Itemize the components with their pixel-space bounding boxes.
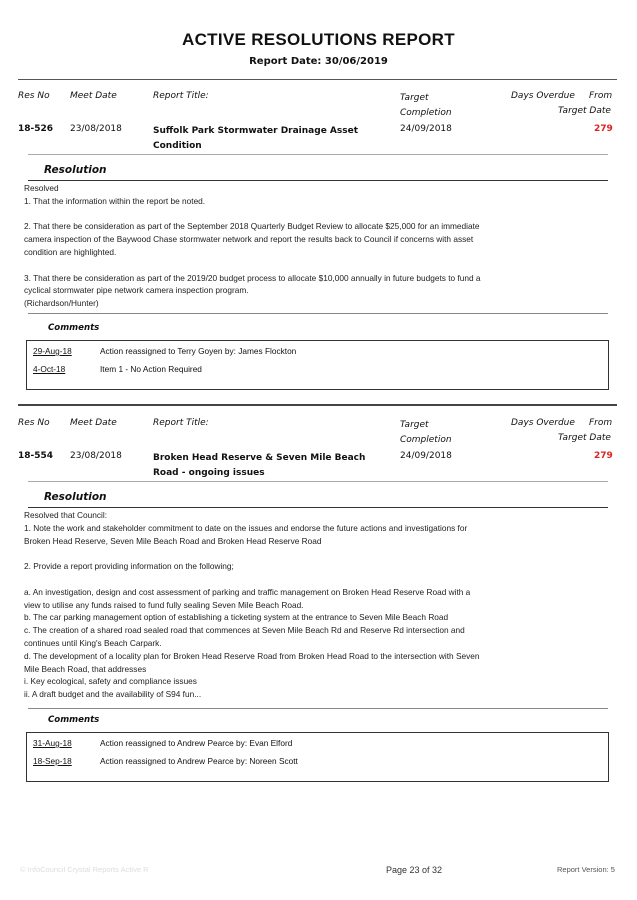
report-title-line: Suffolk Park Stormwater Drainage Asset [153,126,359,136]
target-completion: 24/09/2018 [400,451,452,461]
col-header-report-title: Report Title: [153,91,209,101]
record-divider [18,404,617,406]
col-header-res-no: Res No [18,91,50,101]
res-no: 18-526 [18,124,54,134]
comment-date: 31-Aug-18 [33,738,72,748]
resolution-line: c. The creation of a shared road sealed road that commences at Seven Mile Beach Rd and Reserve Rd intersection and [24,625,465,636]
resolution-line: i. Key ecological, safety and compliance issues [24,676,197,687]
resolution-line: Resolved that Council: [24,510,108,520]
comments-box [26,340,609,390]
resolution-line: a. An investigation, design and cost assessment of parking and traffic management on Broken Head Reserve Road with a [24,586,471,597]
resolution-line: cyclical stormwater pipe network camera inspection program. [24,285,249,296]
col-header-target-date: Target Date [558,433,611,443]
col-header-days-overdue: Days Overdue [511,418,575,428]
report-title-line: Broken Head Reserve & Seven Mile Beach [153,453,366,463]
resolution-line: b. The car parking management option of establishing a ticketing system at the entrance to Seven Mile Beach Road [24,612,449,623]
comment-date: 18-Sep-18 [33,756,72,766]
report-title-line: Condition [153,141,202,151]
target-completion: 24/09/2018 [400,124,452,134]
resolution-line: camera inspection of the Baywood Chase stormwater network and report the results back to Council if concerns with asset [24,234,474,245]
comments-heading: Comments [48,715,100,725]
resolution-line: d. The development of a locality plan for Broken Head Reserve Road from Broken Head Road to the intersection with Seven [24,650,480,661]
section-divider [28,507,608,508]
days-overdue: 279 [594,451,613,461]
report-date: Report Date: 30/06/2019 [249,56,388,67]
comment-text: Action reassigned to Terry Goyen by: James Flockton [100,346,297,356]
col-header-completion: Completion [400,108,452,118]
days-overdue: 279 [594,124,613,134]
resolution-line: continues until King's Beach Carpark. [24,637,162,648]
report-version: Report Version: 5 [557,865,615,874]
resolution-line: Resolved [24,183,59,193]
footer-watermark: © InfoCouncil Crystal Reports Active R [20,865,149,874]
col-header-target-completion [400,91,452,121]
report-title-line: Road - ongoing issues [153,468,265,478]
resolution-line: 1. That the information within the report be noted. [24,195,206,206]
meet-date: 23/08/2018 [70,451,122,461]
comment-text: Action reassigned to Andrew Pearce by: Evan Elford [100,738,293,748]
comments-box [26,732,609,782]
col-header-target: Target [400,420,429,430]
col-header-days-overdue: Days Overdue [511,91,575,101]
comment-text: Action reassigned to Andrew Pearce by: Noreen Scott [100,756,298,766]
divider [28,481,608,482]
col-header-from: From [589,91,613,101]
resolution-line: 2. Provide a report providing information on the following; [24,561,234,572]
col-header-from: From [589,418,613,428]
col-header-completion: Completion [400,435,452,445]
divider [28,313,608,314]
resolution-line: condition are highlighted. [24,246,117,257]
page-number: Page 23 of 32 [386,865,443,875]
resolution-heading: Resolution [44,164,107,176]
divider [18,79,617,80]
resolution-line: 3. That there be consideration as part of the 2019/20 budget process to allocate $10,000 annually in future budgets to fund a [24,272,481,283]
comments-heading: Comments [48,323,100,333]
col-header-res-no: Res No [18,418,50,428]
resolution-line: view to utilise any funds raised to fund fully sealing Seven Mile Beach Road. [24,599,304,610]
report-title-value [153,124,358,154]
resolution-line: 2. That there be consideration as part of the September 2018 Quarterly Budget Review to allocate $25,000 for an immediate [24,221,480,232]
resolution-heading: Resolution [44,491,107,503]
comment-date: 4-Oct-18 [33,364,66,374]
resolution-line: (Richardson/Hunter) [24,298,99,309]
col-header-target: Target [400,93,429,103]
resolution-line: ii. A draft budget and the availability of S94 fun... [24,689,202,700]
resolution-text [24,182,584,310]
divider [28,708,608,709]
col-header-meet-date: Meet Date [70,91,117,101]
resolution-text [24,509,584,701]
col-header-report-title: Report Title: [153,418,209,428]
res-no: 18-554 [18,451,54,461]
report-title-value [153,451,365,481]
col-header-target-date: Target Date [558,106,611,116]
section-divider [28,180,608,181]
report-title: ACTIVE RESOLUTIONS REPORT [182,30,455,49]
comment-date: 29-Aug-18 [33,346,72,356]
col-header-target-completion [400,418,452,448]
comment-text: Item 1 - No Action Required [100,364,202,374]
meet-date: 23/08/2018 [70,124,122,134]
resolution-line: Mile Beach Road, that addresses [24,663,147,674]
resolution-line: Broken Head Reserve, Seven Mile Beach Road and Broken Head Reserve Road [24,535,322,546]
resolution-line: 1. Note the work and stakeholder commitment to date on the issues and endorse the future actions and investigations for [24,522,468,533]
col-header-meet-date: Meet Date [70,418,117,428]
divider [28,154,608,155]
